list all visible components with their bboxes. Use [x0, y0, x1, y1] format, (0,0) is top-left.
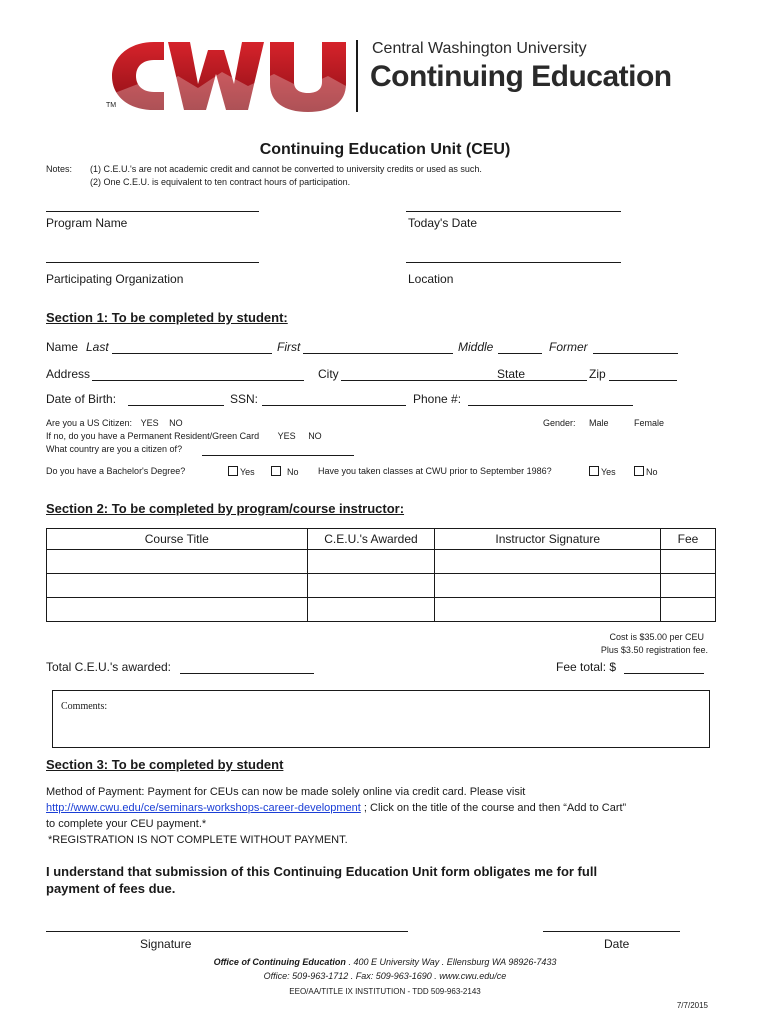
signature-cell[interactable]: [435, 550, 661, 574]
date-line[interactable]: [543, 931, 680, 932]
country-line[interactable]: [202, 455, 354, 456]
first-name-label: First: [277, 340, 301, 354]
logo-department-name: Continuing Education: [370, 60, 672, 93]
country-question-label: What country are you a citizen of?: [46, 444, 183, 454]
name-label: Name: [46, 340, 79, 354]
payment-text-3: to complete your CEU payment.*: [46, 818, 207, 830]
classes-yes-label: Yes: [601, 467, 616, 477]
date-label: Date: [604, 937, 630, 951]
fee-cell[interactable]: [661, 574, 716, 598]
col-instructor-signature: Instructor Signature: [435, 529, 661, 550]
city-line[interactable]: [341, 380, 487, 381]
page-title: Continuing Education Unit (CEU): [259, 141, 511, 158]
comments-box[interactable]: [52, 690, 710, 748]
bachelor-no-checkbox[interactable]: [271, 466, 299, 477]
resident-no-option[interactable]: NO: [308, 431, 322, 441]
comments-label: Comments:: [61, 701, 108, 712]
payment-text-2: [46, 802, 626, 814]
resident-yes-option[interactable]: YES: [277, 431, 296, 441]
checkbox-icon[interactable]: [271, 466, 281, 476]
footer-date: 7/7/2015: [676, 1001, 708, 1010]
address-label: Address: [46, 367, 91, 381]
zip-line[interactable]: [609, 380, 677, 381]
city-label: City: [318, 367, 339, 381]
middle-name-line[interactable]: [498, 353, 542, 354]
todays-date-label: Today's Date: [408, 216, 477, 230]
checkbox-icon[interactable]: [228, 466, 238, 476]
col-ceus-awarded: C.E.U.'s Awarded: [307, 529, 435, 550]
cwu-logo: [98, 36, 678, 116]
ssn-line[interactable]: [262, 405, 406, 406]
todays-date-line[interactable]: [406, 211, 621, 212]
classes-question-label: Have you taken classes at CWU prior to September 1986?: [318, 466, 552, 476]
participating-org-label: Participating Organization: [46, 272, 184, 286]
footer-eeo: EEO/AA/TITLE IX INSTITUTION - TDD 509-963-2143: [289, 987, 481, 996]
signature-label: Signature: [140, 937, 192, 951]
footer-address: . 400 E University Way . Ellensburg WA 98926-7433: [348, 957, 557, 967]
notes-label: Notes:: [46, 164, 73, 174]
zip-label: Zip: [589, 367, 606, 381]
last-name-label: Last: [86, 340, 109, 354]
footer-office: [0, 957, 770, 967]
section3-title: Section 3: To be completed by student: [46, 757, 284, 772]
total-ceu-line[interactable]: [180, 673, 314, 674]
ssn-label: SSN:: [230, 392, 259, 406]
location-line[interactable]: [406, 262, 621, 263]
table-header-row: [47, 529, 716, 550]
course-table: [46, 528, 716, 622]
ceus-cell[interactable]: [307, 598, 435, 622]
classes-no-checkbox[interactable]: [634, 466, 658, 477]
col-fee: Fee: [661, 529, 716, 550]
ceus-cell[interactable]: [307, 550, 435, 574]
bachelor-yes-label: Yes: [240, 467, 255, 477]
fee-total-label: Fee total: $: [556, 660, 617, 674]
state-label: State: [497, 367, 526, 381]
phone-label: Phone #:: [413, 392, 462, 406]
first-name-line[interactable]: [303, 353, 453, 354]
classes-yes-checkbox[interactable]: [589, 466, 616, 477]
gender-female-option[interactable]: Female: [634, 418, 665, 428]
program-name-label: Program Name: [46, 216, 128, 230]
citizen-yes-option[interactable]: YES: [140, 418, 159, 428]
note-2: (2) One C.E.U. is equivalent to ten contract hours of participation.: [90, 177, 351, 187]
phone-line[interactable]: [468, 405, 633, 406]
footer-contact: Office: 509-963-1712 . Fax: 509-963-1690 . www.cwu.edu/ce: [263, 971, 507, 981]
signature-cell[interactable]: [435, 574, 661, 598]
payment-text-2-rest: ; Click on the title of the course and then “Add to Cart”: [363, 802, 627, 814]
resident-question: [46, 431, 322, 441]
ceus-cell[interactable]: [307, 574, 435, 598]
note-1: (1) C.E.U.'s are not academic credit and cannot be converted to university credits or used as such.: [90, 164, 482, 174]
course-title-cell[interactable]: [47, 598, 308, 622]
former-name-label: Former: [549, 340, 588, 354]
section1-title: Section 1: To be completed by student:: [46, 310, 288, 325]
dob-line[interactable]: [128, 405, 224, 406]
cost-note-1: Cost is $35.00 per CEU: [609, 632, 704, 642]
program-name-line[interactable]: [46, 211, 259, 212]
bachelor-yes-checkbox[interactable]: [228, 466, 255, 477]
participating-org-line[interactable]: [46, 262, 259, 263]
footer-office-name: Office of Continuing Education: [213, 957, 346, 967]
total-ceu-label: Total C.E.U.'s awarded:: [46, 660, 172, 674]
course-title-cell[interactable]: [47, 550, 308, 574]
fee-total-line[interactable]: [624, 673, 704, 674]
address-line[interactable]: [92, 380, 304, 381]
classes-no-label: No: [646, 467, 658, 477]
obligation-text-1: I understand that submission of this Continuing Education Unit form obligates me for full: [46, 864, 598, 879]
payment-link[interactable]: http://www.cwu.edu/ce/seminars-workshops-career-development: [46, 802, 361, 814]
state-line[interactable]: [487, 380, 587, 381]
dob-label: Date of Birth:: [46, 392, 117, 406]
signature-cell[interactable]: [435, 598, 661, 622]
citizen-question-label: Are you a US Citizen:: [46, 418, 133, 428]
payment-text-1: Method of Payment: Payment for CEUs can now be made solely online via credit card. Please visit: [46, 786, 526, 798]
former-name-line[interactable]: [593, 353, 678, 354]
course-title-cell[interactable]: [47, 574, 308, 598]
trademark-mark: TM: [106, 102, 117, 109]
checkbox-icon[interactable]: [589, 466, 599, 476]
citizen-question: [46, 418, 183, 428]
logo-university-name: Central Washington University: [372, 40, 587, 57]
gender-male-option[interactable]: Male: [589, 418, 609, 428]
fee-cell[interactable]: [661, 550, 716, 574]
checkbox-icon[interactable]: [634, 466, 644, 476]
obligation-text-2: payment of fees due.: [46, 881, 176, 896]
signature-line[interactable]: [46, 931, 408, 932]
citizen-no-option[interactable]: NO: [169, 418, 183, 428]
location-label: Location: [408, 272, 454, 286]
bachelor-no-label: No: [287, 467, 299, 477]
middle-name-label: Middle: [458, 340, 494, 354]
fee-cell[interactable]: [661, 598, 716, 622]
last-name-line[interactable]: [112, 353, 272, 354]
gender-label: Gender:: [543, 418, 576, 428]
bachelor-question-label: Do you have a Bachelor's Degree?: [46, 466, 186, 476]
payment-text-4: *REGISTRATION IS NOT COMPLETE WITHOUT PAYMENT.: [48, 834, 348, 846]
table-row: [47, 550, 716, 574]
resident-question-label: If no, do you have a Permanent Resident/Green Card: [46, 431, 260, 441]
table-row: [47, 574, 716, 598]
table-row: [47, 598, 716, 622]
cost-note-2: Plus $3.50 registration fee.: [600, 645, 708, 655]
section2-title: Section 2: To be completed by program/course instructor:: [46, 501, 405, 516]
col-course-title: Course Title: [47, 529, 308, 550]
